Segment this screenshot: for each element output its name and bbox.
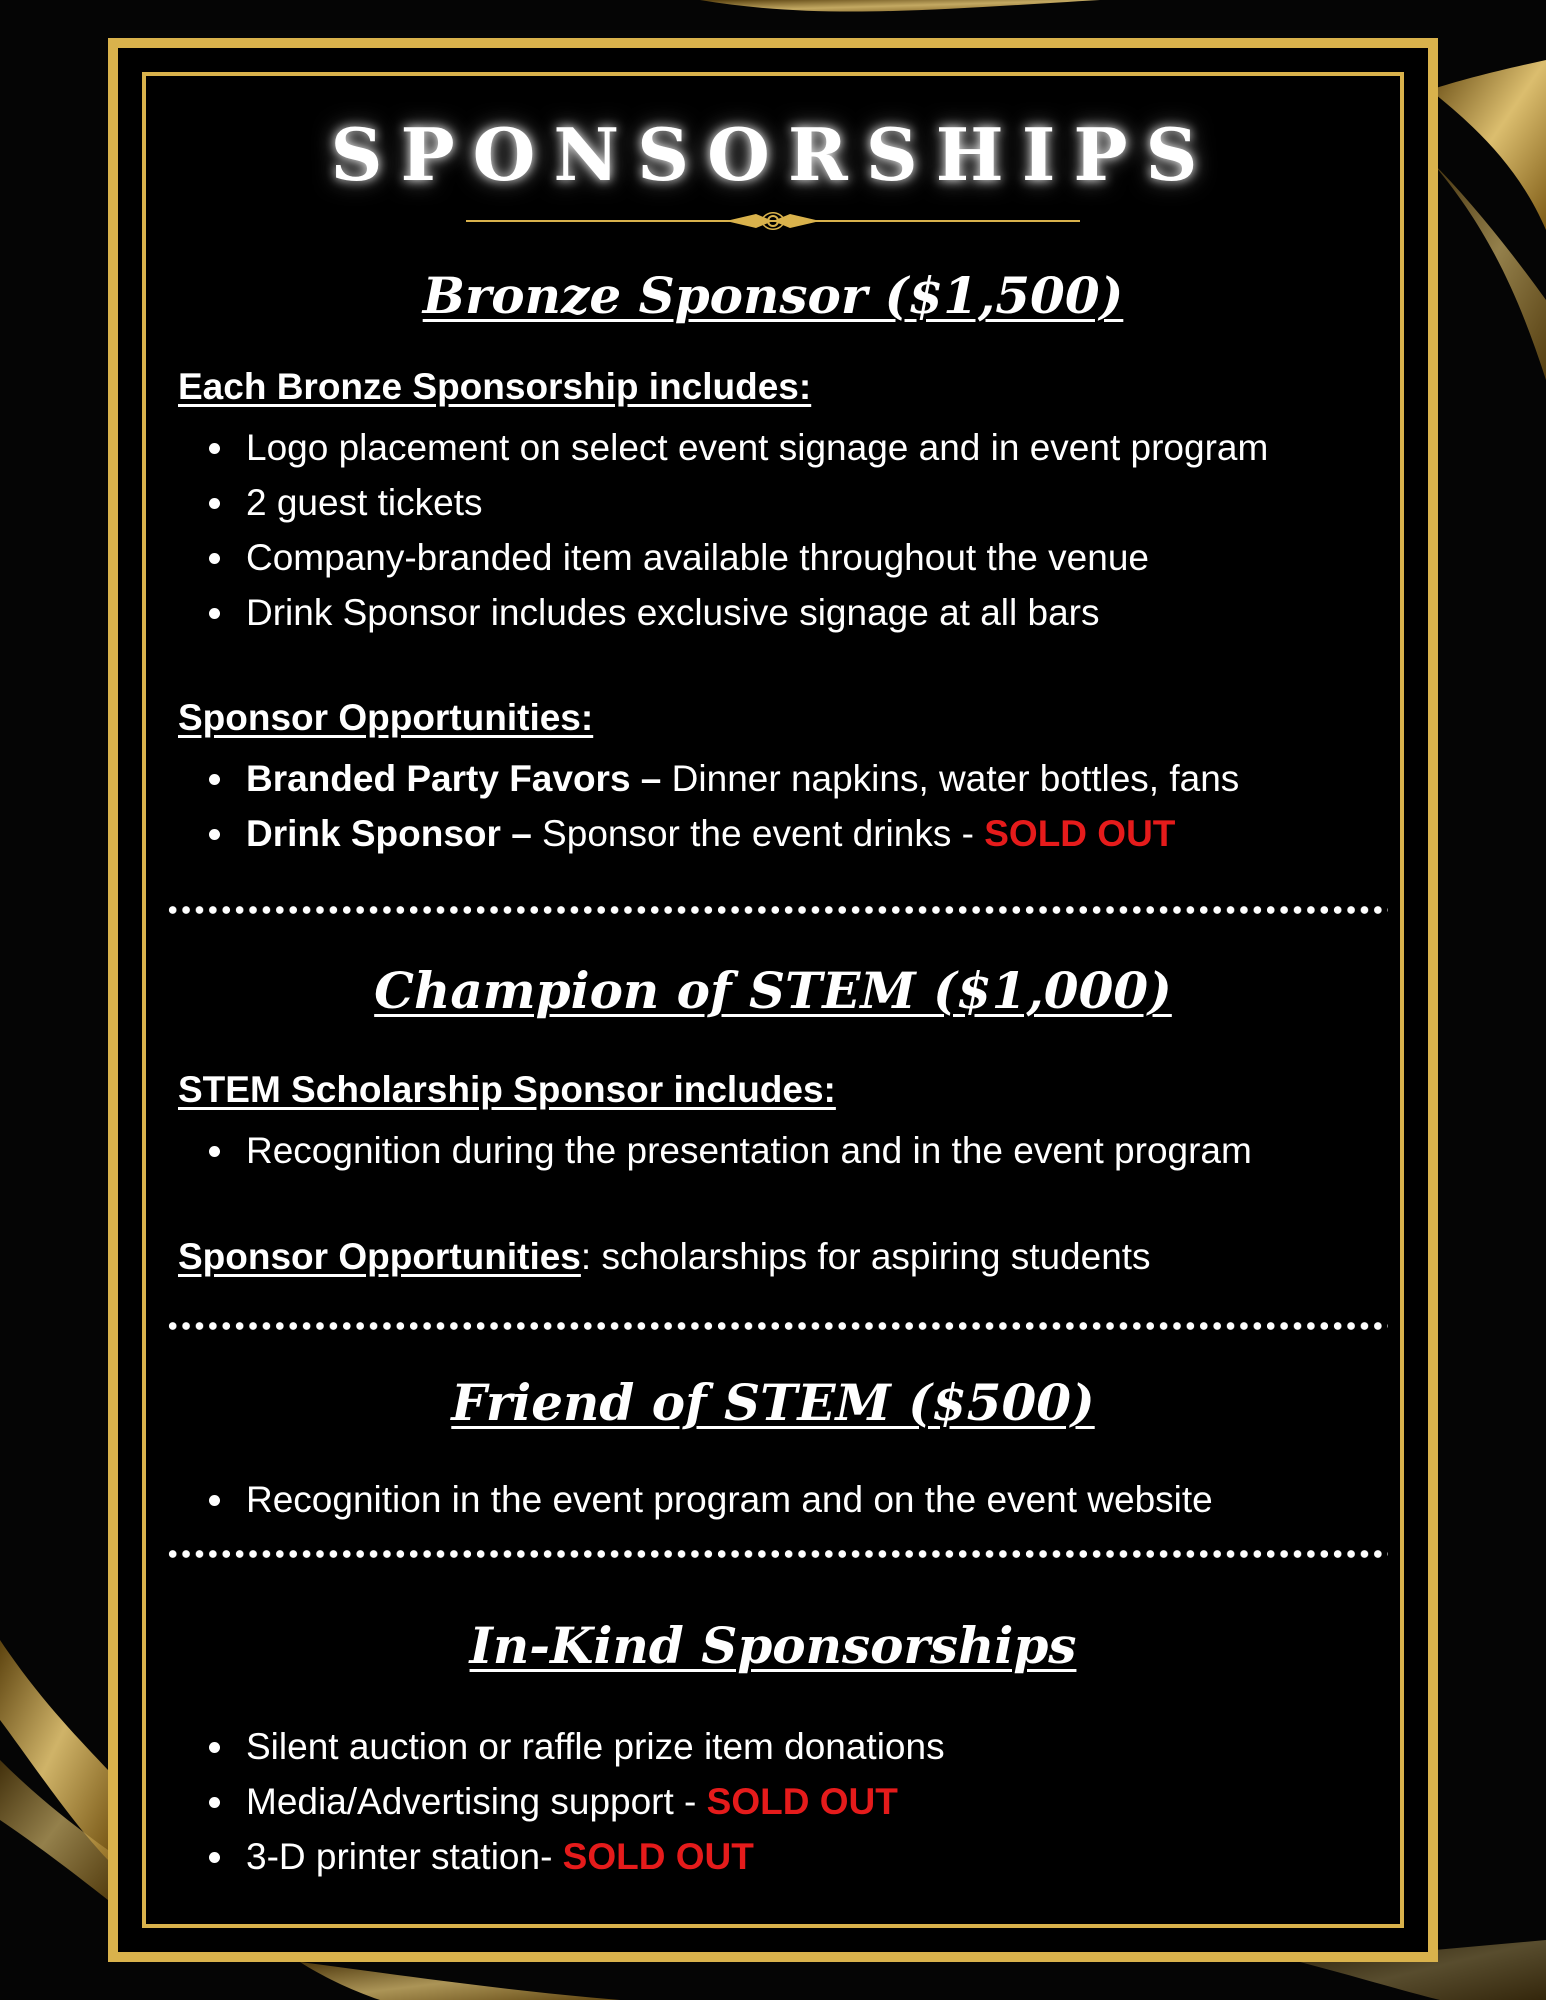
bronze-includes-list [246,420,1268,640]
list-item: 2 guest tickets [246,475,1268,530]
opportunity-name: Branded Party Favors – [246,758,662,799]
sold-out-badge: SOLD OUT [706,1781,898,1822]
champion-opportunities-label: Sponsor Opportunities [178,1236,581,1277]
inkind-list [246,1719,945,1884]
champion-includes-list [246,1123,1252,1178]
champion-opportunities-text: : scholarships for aspiring students [580,1236,1151,1277]
sold-out-badge: SOLD OUT [562,1836,754,1877]
page-title: SPONSORSHIPS [330,112,1216,197]
bronze-opportunities-list [246,751,1239,861]
list-item: Silent auction or raffle prize item donations [246,1719,945,1774]
list-item: Logo placement on select event signage and in event program [246,420,1268,475]
dotted-divider [166,1550,1388,1558]
friend-heading: Friend of STEM ($500) [451,1373,1095,1432]
dotted-divider [166,906,1388,914]
opportunity-name: Drink Sponsor – [246,813,532,854]
list-item [246,1829,945,1884]
opportunity-desc: Dinner napkins, water bottles, fans [661,758,1240,799]
sold-out-badge: SOLD OUT [984,813,1176,854]
item-text: 3-D printer station- [246,1836,563,1877]
list-item: Recognition in the event program and on the event website [246,1472,1213,1527]
bronze-includes-label: Each Bronze Sponsorship includes: [178,366,812,407]
list-item [246,751,1239,806]
item-text: Media/Advertising support - [246,1781,707,1822]
list-item: Recognition during the presentation and in the event program [246,1123,1252,1178]
champion-heading: Champion of STEM ($1,000) [374,961,1172,1020]
list-item: Drink Sponsor includes exclusive signage at all bars [246,585,1268,640]
inkind-heading: In-Kind Sponsorships [469,1616,1077,1675]
champion-includes-label: STEM Scholarship Sponsor includes: [178,1069,836,1110]
list-item [246,806,1239,861]
sponsorship-panel [146,76,1400,1924]
ornament-divider-icon [466,206,1080,236]
bronze-opportunities-label: Sponsor Opportunities: [178,697,594,738]
friend-list [246,1472,1213,1527]
list-item: Company-branded item available throughout the venue [246,530,1268,585]
opportunity-desc: Sponsor the event drinks - [531,813,985,854]
list-item [246,1774,945,1829]
champion-opportunities-line [178,1236,1151,1278]
bronze-heading: Bronze Sponsor ($1,500) [422,266,1124,325]
dotted-divider [166,1322,1388,1330]
